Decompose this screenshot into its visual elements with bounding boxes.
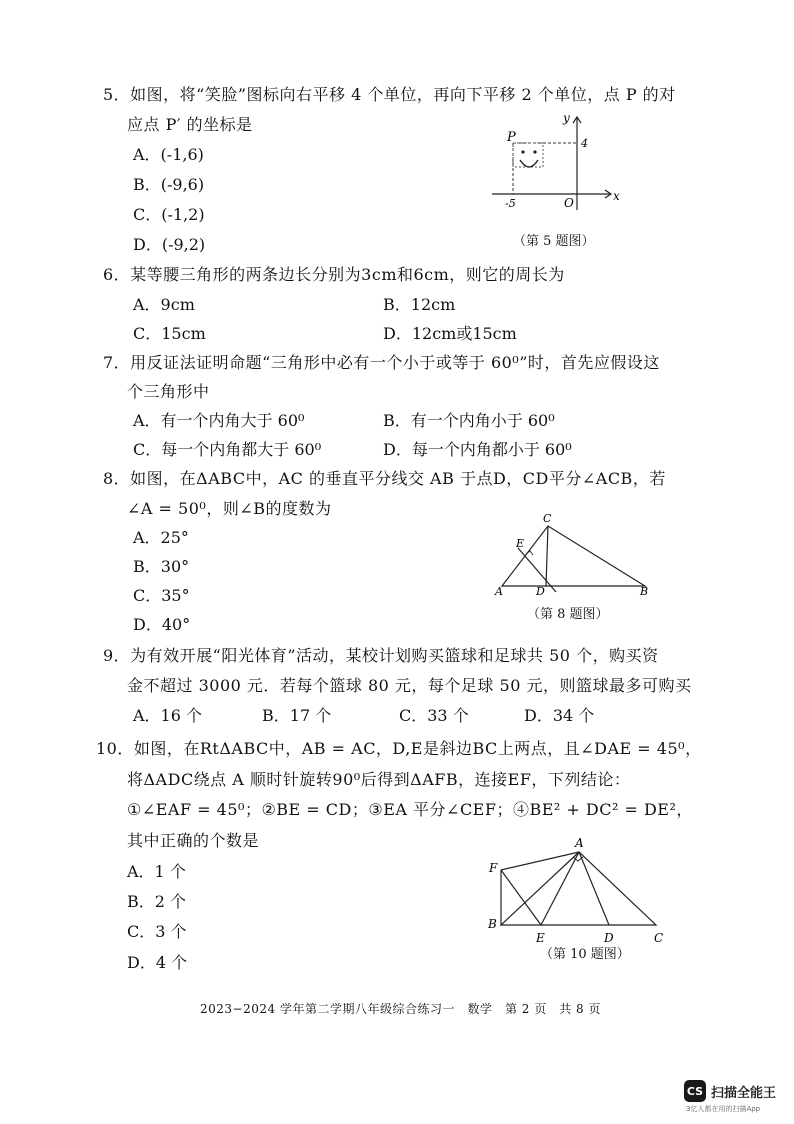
q5-smiley-box [513, 143, 543, 167]
scanner-app-name: 扫描全能王 [711, 1085, 777, 1101]
q5-label-4: 4 [581, 137, 588, 150]
q10-stem-line3: ①∠EAF = 45⁰；②BE = CD；③EA 平分∠CEF；④BE² + DC² = DE²， [127, 800, 693, 819]
q5-label-y: y [563, 111, 570, 125]
q7-option-d: D．每一个内角都小于 60⁰ [383, 440, 572, 459]
q5-figure [480, 108, 630, 223]
q10-triangle-abc [501, 852, 656, 925]
q7-option-b: B．有一个内角小于 60⁰ [383, 411, 555, 430]
q8-label-e: E [516, 537, 525, 550]
q10-label-d: D [604, 931, 614, 945]
q10-option-d: D．4 个 [127, 953, 188, 972]
q6-option-a: A．9cm [133, 295, 195, 314]
q6-option-d: D．12cm或15cm [383, 324, 517, 343]
q6-stem-line1: 6．某等腰三角形的两条边长分别为3cm和6cm，则它的周长为 [103, 265, 565, 284]
q8-option-b: B．30° [133, 557, 190, 576]
q9-option-c: C．33 个 [399, 706, 469, 725]
q10-option-c: C．3 个 [127, 922, 187, 941]
q10-stem-line1: 10．如图，在RtΔABC中，AB = AC，D,E是斜边BC上两点，且∠DAE = 45⁰， [96, 739, 702, 758]
q8-segment-cd [546, 526, 548, 586]
q8-figure [490, 508, 660, 598]
q6-option-c: C．15cm [133, 324, 206, 343]
q8-stem-line1: 8．如图，在ΔABC中，AC 的垂直平分线交 AB 于点D，CD平分∠ACB，若 [103, 469, 666, 488]
q10-stem-line2: 将ΔADC绕点 A 顺时针旋转90⁰后得到ΔAFB，连接EF，下列结论： [127, 770, 631, 789]
q5-label-origin: O [564, 196, 574, 210]
q5-smiley-left-eye [521, 150, 524, 153]
q10-segment-ae [541, 852, 579, 925]
q10-label-c: C [654, 931, 664, 945]
q10-label-a: A [575, 836, 584, 850]
q6-option-b: B．12cm [383, 295, 456, 314]
q5-option-a: A．(-1,6) [133, 145, 204, 164]
q5-label-neg5: -5 [505, 197, 516, 210]
scanner-tagline: 3亿人都在用的扫描App [686, 1105, 761, 1113]
q5-stem-line2: 应点 P′ 的坐标是 [127, 115, 253, 134]
q10-label-e: E [536, 931, 545, 945]
q8-option-a: A．25° [133, 528, 189, 547]
q10-stem-line4: 其中正确的个数是 [127, 831, 260, 850]
q5-label-p: P [507, 130, 516, 145]
q8-label-c: C [543, 512, 552, 525]
q5-figure-caption: （第 5 题图） [513, 234, 595, 249]
q5-smiley-mouth [520, 160, 538, 167]
q9-stem-line2: 金不超过 3000 元．若每个篮球 80 元，每个足球 50 元，则篮球最多可购买 [127, 676, 692, 695]
q9-option-d: D．34 个 [524, 706, 595, 725]
q8-label-a: A [495, 585, 503, 598]
q10-segment-fa [501, 852, 579, 870]
q7-option-a: A．有一个内角大于 60⁰ [133, 411, 305, 430]
q5-smiley-right-eye [533, 150, 536, 153]
q10-segment-ad [579, 852, 609, 925]
q10-label-f: F [489, 861, 498, 875]
q5-option-c: C．(-1,2) [133, 205, 205, 224]
scanner-watermark [684, 1080, 776, 1102]
q7-stem-line1: 7．用反证法证明命题“三角形中必有一个小于或等于 60⁰”时，首先应假设这 [103, 353, 660, 372]
q9-option-a: A．16 个 [133, 706, 203, 725]
q8-option-c: C．35° [133, 586, 190, 605]
page-footer: 2023−2024 学年第二学期八年级综合练习一 数学 第 2 页 共 8 页 [200, 1002, 601, 1016]
q10-option-a: A．1 个 [127, 862, 186, 881]
q10-figure [484, 830, 674, 948]
scanner-logo-icon: CS [684, 1080, 706, 1102]
q7-option-c: C．每一个内角都大于 60⁰ [133, 440, 322, 459]
q8-stem-line2: ∠A = 50⁰，则∠B的度数为 [127, 499, 332, 518]
q10-segment-fe [501, 870, 541, 925]
q8-label-d: D [536, 585, 545, 598]
q7-stem-line2: 个三角形中 [127, 382, 210, 401]
q8-triangle-abc [502, 526, 645, 586]
q8-option-d: D．40° [133, 615, 191, 634]
q5-option-b: B．(-9,6) [133, 175, 205, 194]
q10-figure-caption: （第 10 题图） [540, 947, 630, 962]
q9-option-b: B．17 个 [262, 706, 332, 725]
q5-label-x: x [613, 189, 620, 203]
q8-figure-caption: （第 8 题图） [527, 607, 609, 622]
q5-stem-line1: 5．如图，将“笑脸”图标向右平移 4 个单位，再向下平移 2 个单位，点 P 的对 [103, 85, 676, 104]
q8-right-angle-mark [526, 551, 533, 555]
q8-label-b: B [640, 585, 649, 598]
q9-stem-line1: 9．为有效开展“阳光体育”活动，某校计划购买篮球和足球共 50 个，购买资 [103, 646, 659, 665]
q10-label-b: B [488, 917, 497, 931]
q10-option-b: B．2 个 [127, 892, 187, 911]
q5-option-d: D．(-9,2) [133, 235, 206, 254]
